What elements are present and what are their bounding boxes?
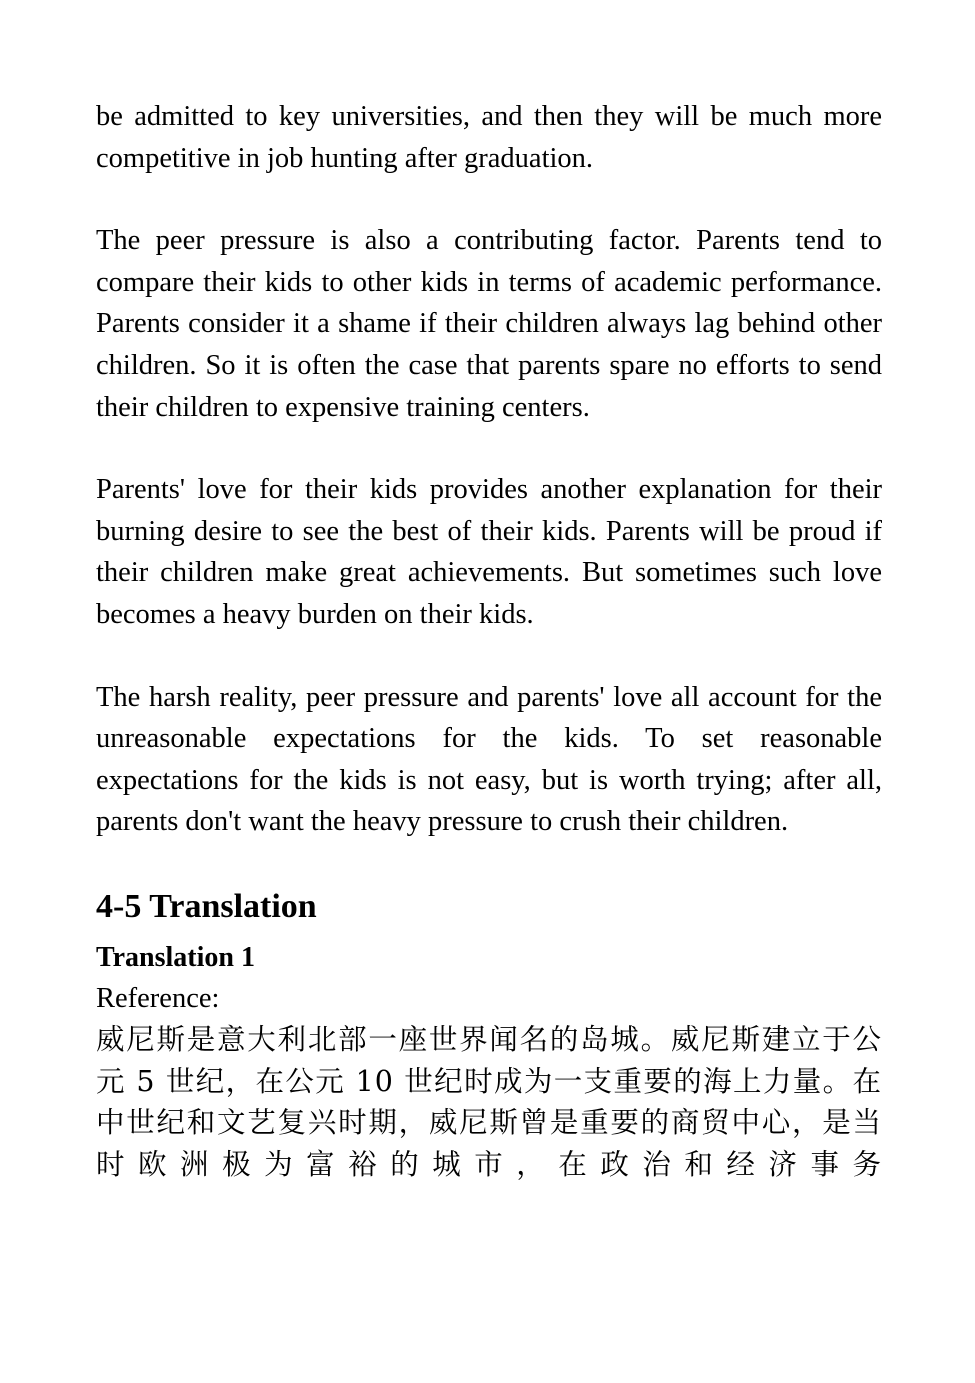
section-heading: 4-5 Translation bbox=[96, 887, 317, 925]
reference-label: Reference: bbox=[96, 982, 220, 1014]
document-page bbox=[96, 96, 882, 1185]
paragraph-job-hunting: be admitted to key universities, and then they will be much more competitive in job hunting after graduation. bbox=[96, 101, 882, 174]
reference-text: 威尼斯是意大利北部一座世界闻名的岛城。威尼斯建立于公元 5 世纪，在公元 10 世纪时成为一支重要的海上力量。在中世纪和文艺复兴时期，威尼斯曾是重要的商贸中心，是当时欧洲极为富裕的城市，在政治和经济事务 bbox=[96, 1022, 882, 1181]
translation-subheading: Translation 1 bbox=[96, 941, 255, 973]
paragraph-peer-pressure: The peer pressure is also a contributing factor. Parents tend to compare their kids to other kids in terms of academic performance. Parents consider it a shame if their children always lag behind other children. So it is often the case that parents spare no efforts to send their children to expensive training centers. bbox=[96, 225, 882, 423]
paragraph-parents-love: Parents' love for their kids provides another explanation for their burning desire to see the best of their kids. Parents will be proud if their children make great achievements. But sometimes such love becomes a heavy burden on their kids. bbox=[96, 474, 882, 630]
paragraph-conclusion: The harsh reality, peer pressure and parents' love all account for the unreasonable expectations for the kids. To set reasonable expectations for the kids is not easy, but is worth trying; after all, parents don't want the heavy pressure to crush their children. bbox=[96, 681, 882, 838]
